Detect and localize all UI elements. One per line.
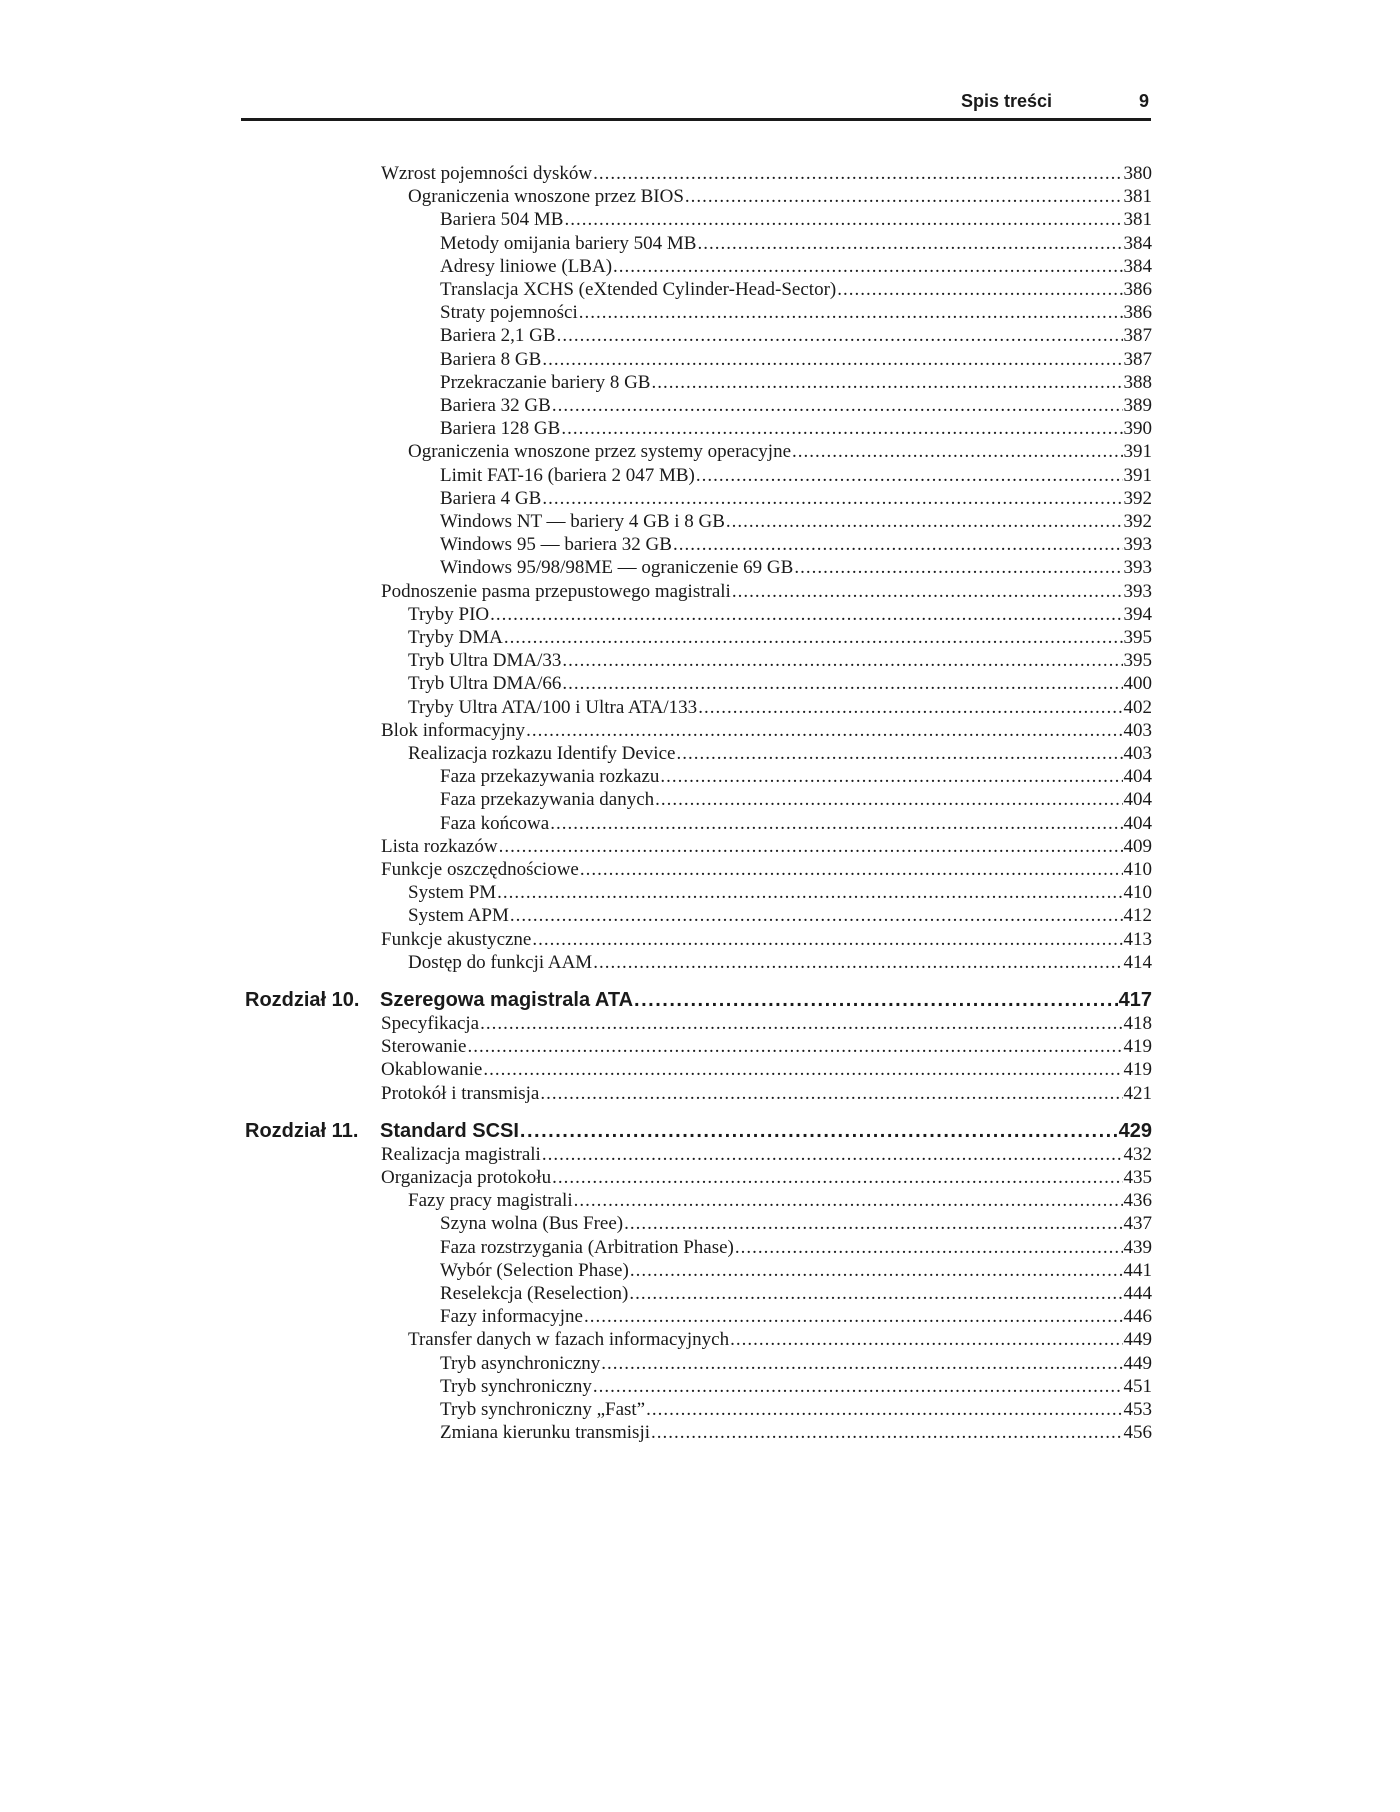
dot-leader [676, 743, 1122, 765]
toc-entry-title: Lista rozkazów [381, 835, 498, 857]
toc-entry-title: Transfer danych w fazach informacyjnych [408, 1329, 730, 1351]
toc-entry-title: Translacja XCHS (eXtended Cylinder-Head-Sector) [440, 279, 837, 300]
toc-entry-page: 418 [1123, 1013, 1152, 1034]
toc-entry-page: 410 [1123, 882, 1152, 904]
dot-leader [490, 604, 1122, 626]
toc-entry-title: Faza rozstrzygania (Arbitration Phase) [440, 1236, 734, 1258]
toc-entry-title: Tryb synchroniczny „Fast” [440, 1399, 646, 1420]
toc-entry-page: 453 [1123, 1399, 1152, 1420]
dot-leader [593, 1376, 1123, 1398]
toc-entry-page: 391 [1123, 464, 1152, 486]
toc-entry-title: Tryb synchroniczny [440, 1375, 592, 1397]
toc-entry [0, 349, 1152, 371]
toc-entry [0, 1167, 1152, 1189]
toc-entry-title: Windows 95/98/98ME — ograniczenie 69 GB [440, 557, 794, 579]
toc-entry-page: 436 [1123, 1190, 1152, 1212]
dot-leader [601, 1353, 1122, 1375]
dot-leader [526, 720, 1122, 742]
toc-entry-page: 429 [1118, 1119, 1152, 1142]
toc-entry [0, 1190, 1152, 1212]
toc-entry-title: Metody omijania bariery 504 MB [440, 232, 697, 254]
dot-leader [552, 395, 1123, 417]
chapter-label: Rozdział 11. [245, 1119, 359, 1142]
dot-leader [660, 766, 1122, 788]
dot-leader [655, 789, 1122, 811]
dot-leader [792, 441, 1123, 463]
dot-leader [837, 279, 1122, 301]
toc-entry [0, 1013, 1152, 1035]
toc-entry-title: Realizacja rozkazu Identify Device [408, 743, 676, 764]
toc-entry-page: 404 [1123, 812, 1152, 834]
toc-entry [0, 627, 1152, 649]
toc-entry [0, 1283, 1152, 1305]
toc-entry-title: Faza przekazywania rozkazu [440, 766, 660, 788]
dot-leader [579, 302, 1123, 324]
toc-entry-title: Blok informacyjny [381, 719, 526, 741]
toc-entry-title: Bariera 2,1 GB [440, 325, 556, 347]
dot-leader [794, 557, 1122, 579]
toc-entry-title: Straty pojemności [440, 302, 578, 324]
toc-entry-page: 419 [1123, 1036, 1152, 1058]
toc-entry-title: System PM [408, 882, 497, 904]
toc-entry-title: Szyna wolna (Bus Free) [440, 1213, 624, 1235]
toc-entry-title: Fazy pracy magistrali [408, 1190, 573, 1212]
toc-entry-page: 394 [1123, 603, 1152, 625]
dot-leader [735, 1237, 1123, 1259]
dot-leader [504, 627, 1123, 649]
toc-entry-title: Ograniczenia wnoszone przez systemy operacyjne [408, 441, 791, 463]
toc-entry-page: 403 [1123, 719, 1152, 741]
dot-leader [584, 1306, 1123, 1328]
running-title: Spis treści [960, 91, 1052, 111]
toc-entry [0, 395, 1152, 417]
toc-entry-page: 410 [1123, 859, 1152, 880]
toc-entry-title: Funkcje oszczędnościowe [381, 859, 579, 880]
toc-entry-page: 449 [1123, 1329, 1152, 1351]
dot-leader [532, 929, 1122, 951]
dot-leader [483, 1059, 1122, 1081]
dot-leader [561, 418, 1122, 440]
toc-entry [0, 163, 1152, 185]
toc-entry-page: 417 [1118, 989, 1152, 1011]
toc-entry [0, 1237, 1152, 1259]
toc-entry-page: 387 [1123, 348, 1152, 370]
dot-leader [697, 233, 1122, 255]
toc-entry-title: Okablowanie [381, 1059, 483, 1081]
toc-entry [0, 534, 1152, 556]
toc-entry-page: 451 [1123, 1375, 1152, 1397]
toc-entry-page: 381 [1123, 186, 1152, 208]
dot-leader [497, 882, 1122, 904]
toc-entry [0, 488, 1152, 510]
dot-leader [629, 1283, 1122, 1305]
toc-entry-page: 381 [1123, 209, 1152, 231]
toc-entry-page: 439 [1123, 1236, 1152, 1258]
toc-entry [0, 836, 1152, 858]
toc-entry-page: 456 [1123, 1422, 1152, 1444]
toc-entry-title: Tryby DMA [408, 627, 503, 648]
toc-entry [0, 697, 1152, 719]
toc-entry-title: Tryb Ultra DMA/66 [408, 673, 562, 695]
toc-entry-title: Tryby PIO [408, 603, 490, 625]
toc-entry-page: 435 [1123, 1167, 1152, 1188]
toc-entry [0, 1083, 1152, 1105]
toc-entry-page: 404 [1123, 766, 1152, 788]
dot-leader [557, 325, 1123, 347]
toc-entry-page: 421 [1123, 1082, 1152, 1104]
toc-entry [0, 720, 1152, 742]
toc-entry-title: Tryby Ultra ATA/100 i Ultra ATA/133 [408, 696, 698, 718]
toc-entry [0, 1399, 1152, 1421]
dot-leader [613, 256, 1122, 278]
toc-entry-page: 389 [1123, 395, 1152, 416]
toc-entry [0, 186, 1152, 208]
toc-entry-title: Podnoszenie pasma przepustowego magistrali [381, 580, 731, 602]
toc-entry-title: Organizacja protokołu [381, 1167, 552, 1188]
toc-entry [0, 859, 1152, 881]
toc-entry-title: Szeregowa magistrala ATA [380, 989, 634, 1011]
toc-entry-page: 386 [1123, 302, 1152, 324]
toc-entry-title: Faza końcowa [440, 812, 550, 834]
dot-leader [651, 372, 1122, 394]
dot-leader [685, 186, 1123, 208]
toc-entry-title: Tryb Ultra DMA/33 [408, 650, 562, 672]
toc-entry-page: 392 [1123, 511, 1152, 532]
toc-entry [0, 766, 1152, 788]
toc-entry-page: 393 [1123, 534, 1152, 556]
dot-leader [499, 836, 1123, 858]
toc-entry-page: 388 [1123, 371, 1152, 393]
toc-entry [0, 511, 1152, 533]
toc-entry [0, 604, 1152, 626]
dot-leader [593, 952, 1122, 974]
toc-entry-page: 395 [1123, 650, 1152, 672]
toc-entry-title: Specyfikacja [381, 1013, 480, 1034]
toc-entry-page: 384 [1123, 255, 1152, 277]
dot-leader [726, 511, 1123, 533]
toc-entry-title: Protokół i transmisja [381, 1082, 540, 1104]
toc-entry-page: 393 [1123, 580, 1152, 602]
toc-entry [0, 465, 1152, 487]
toc-entry [0, 813, 1152, 835]
dot-leader [574, 1190, 1123, 1212]
dot-leader [480, 1013, 1122, 1035]
toc-entry-title: Realizacja magistrali [381, 1143, 541, 1165]
toc-entry-page: 409 [1123, 835, 1152, 857]
toc-chapter-row [0, 1118, 1152, 1144]
toc-entry [0, 673, 1152, 695]
toc-entry [0, 743, 1152, 765]
toc-entry-title: Przekraczanie bariery 8 GB [440, 371, 651, 393]
toc-entry [0, 1376, 1152, 1398]
toc-entry-title: Bariera 32 GB [440, 395, 551, 416]
toc-entry [0, 1144, 1152, 1166]
toc-entry-page: 393 [1123, 557, 1152, 579]
toc-entry-title: Limit FAT-16 (bariera 2 047 MB) [440, 464, 695, 486]
toc-entry-page: 404 [1123, 789, 1152, 811]
toc-entry [0, 929, 1152, 951]
toc-entry [0, 789, 1152, 811]
toc-entry-page: 402 [1123, 696, 1152, 718]
toc-entry [0, 1059, 1152, 1081]
dot-leader [562, 650, 1122, 672]
dot-leader [630, 1260, 1123, 1282]
toc-entry-page: 403 [1123, 743, 1152, 764]
toc-entry-title: Wybór (Selection Phase) [440, 1259, 629, 1281]
dot-leader [564, 209, 1122, 231]
dot-leader [542, 488, 1122, 510]
toc-entry [0, 1213, 1152, 1235]
toc-entry-title: Faza przekazywania danych [440, 789, 655, 811]
dot-leader [593, 163, 1122, 185]
toc-entry [0, 441, 1152, 463]
toc-entry-page: 413 [1123, 928, 1152, 950]
dot-leader [698, 697, 1122, 719]
toc-entry-page: 432 [1123, 1143, 1152, 1165]
toc-entry-page: 414 [1123, 951, 1152, 973]
toc-entry-page: 444 [1123, 1283, 1152, 1304]
dot-leader [634, 987, 1118, 1013]
dot-leader [520, 1118, 1118, 1144]
toc-entry [0, 302, 1152, 324]
page-number: 9 [1138, 91, 1149, 111]
toc-entry-title: Adresy liniowe (LBA) [440, 255, 613, 277]
dot-leader [646, 1399, 1122, 1421]
toc-entry [0, 372, 1152, 394]
dot-leader [624, 1213, 1122, 1235]
toc-entry [0, 557, 1152, 579]
toc-entry [0, 1422, 1152, 1444]
toc-entry-title: Bariera 8 GB [440, 348, 542, 370]
toc-entry-title: Zmiana kierunku transmisji [440, 1422, 651, 1444]
toc-entry [0, 1353, 1152, 1375]
toc-entry-page: 392 [1123, 487, 1152, 509]
dot-leader [467, 1036, 1122, 1058]
dot-leader [730, 1329, 1122, 1351]
toc-entry [0, 233, 1152, 255]
toc-entry-title: Standard SCSI [380, 1119, 519, 1142]
toc-entry-title: Dostęp do funkcji AAM [408, 951, 593, 973]
toc-entry [0, 1329, 1152, 1351]
dot-leader [732, 581, 1123, 603]
dot-leader [550, 813, 1122, 835]
toc-entry-page: 441 [1123, 1259, 1152, 1281]
toc-entry-page: 391 [1123, 441, 1152, 463]
toc-entry-title: Reselekcja (Reselection) [440, 1283, 629, 1304]
dot-leader [673, 534, 1123, 556]
toc-entry-page: 387 [1123, 325, 1152, 347]
toc-entry [0, 581, 1152, 603]
toc-entry-page: 449 [1123, 1352, 1152, 1374]
toc-entry-title: Sterowanie [381, 1036, 467, 1058]
dot-leader [562, 673, 1122, 695]
chapter-label: Rozdział 10. [245, 989, 360, 1011]
toc-entry-page: 380 [1123, 163, 1152, 184]
toc-entry-title: Fazy informacyjne [440, 1306, 583, 1328]
toc-entry-title: Windows 95 — bariera 32 GB [440, 534, 672, 556]
toc-entry-page: 419 [1123, 1059, 1152, 1081]
toc-entry-page: 446 [1123, 1306, 1152, 1328]
toc-entry [0, 256, 1152, 278]
toc-entry [0, 882, 1152, 904]
toc-entry-title: Ograniczenia wnoszone przez BIOS [408, 186, 684, 208]
toc-entry-page: 400 [1123, 673, 1152, 695]
toc-entry-page: 412 [1123, 905, 1152, 927]
toc-entry-title: System APM [408, 905, 509, 927]
toc-entry [0, 1306, 1152, 1328]
toc-entry [0, 1036, 1152, 1058]
dot-leader [510, 905, 1123, 927]
toc-entry [0, 952, 1152, 974]
toc-entry [0, 905, 1152, 927]
toc-entry [0, 279, 1152, 301]
toc-entry [0, 1260, 1152, 1282]
dot-leader [542, 349, 1122, 371]
toc-entry-title: Tryb asynchroniczny [440, 1352, 601, 1374]
toc-entry-title: Funkcje akustyczne [381, 928, 532, 950]
toc-entry-title: Bariera 4 GB [440, 487, 542, 509]
toc-entry-page: 437 [1123, 1213, 1152, 1235]
toc-entry-title: Bariera 504 MB [440, 209, 564, 231]
dot-leader [651, 1422, 1122, 1444]
toc-entry-page: 390 [1123, 418, 1152, 440]
toc-entry [0, 325, 1152, 347]
toc-entry-title: Windows NT — bariery 4 GB i 8 GB [440, 511, 725, 532]
toc-entry-page: 395 [1123, 627, 1152, 648]
dot-leader [542, 1144, 1123, 1166]
toc-chapter-row [0, 987, 1152, 1013]
dot-leader [696, 465, 1123, 487]
toc-entry-page: 384 [1123, 232, 1152, 254]
dot-leader [540, 1083, 1122, 1105]
dot-leader [552, 1167, 1122, 1189]
toc-entry [0, 418, 1152, 440]
toc-entry-title: Wzrost pojemności dysków [381, 163, 593, 184]
toc-entry [0, 650, 1152, 672]
toc-entry-page: 386 [1123, 279, 1152, 300]
toc-entry [0, 209, 1152, 231]
dot-leader [580, 859, 1123, 881]
toc-entry-title: Bariera 128 GB [440, 418, 561, 440]
